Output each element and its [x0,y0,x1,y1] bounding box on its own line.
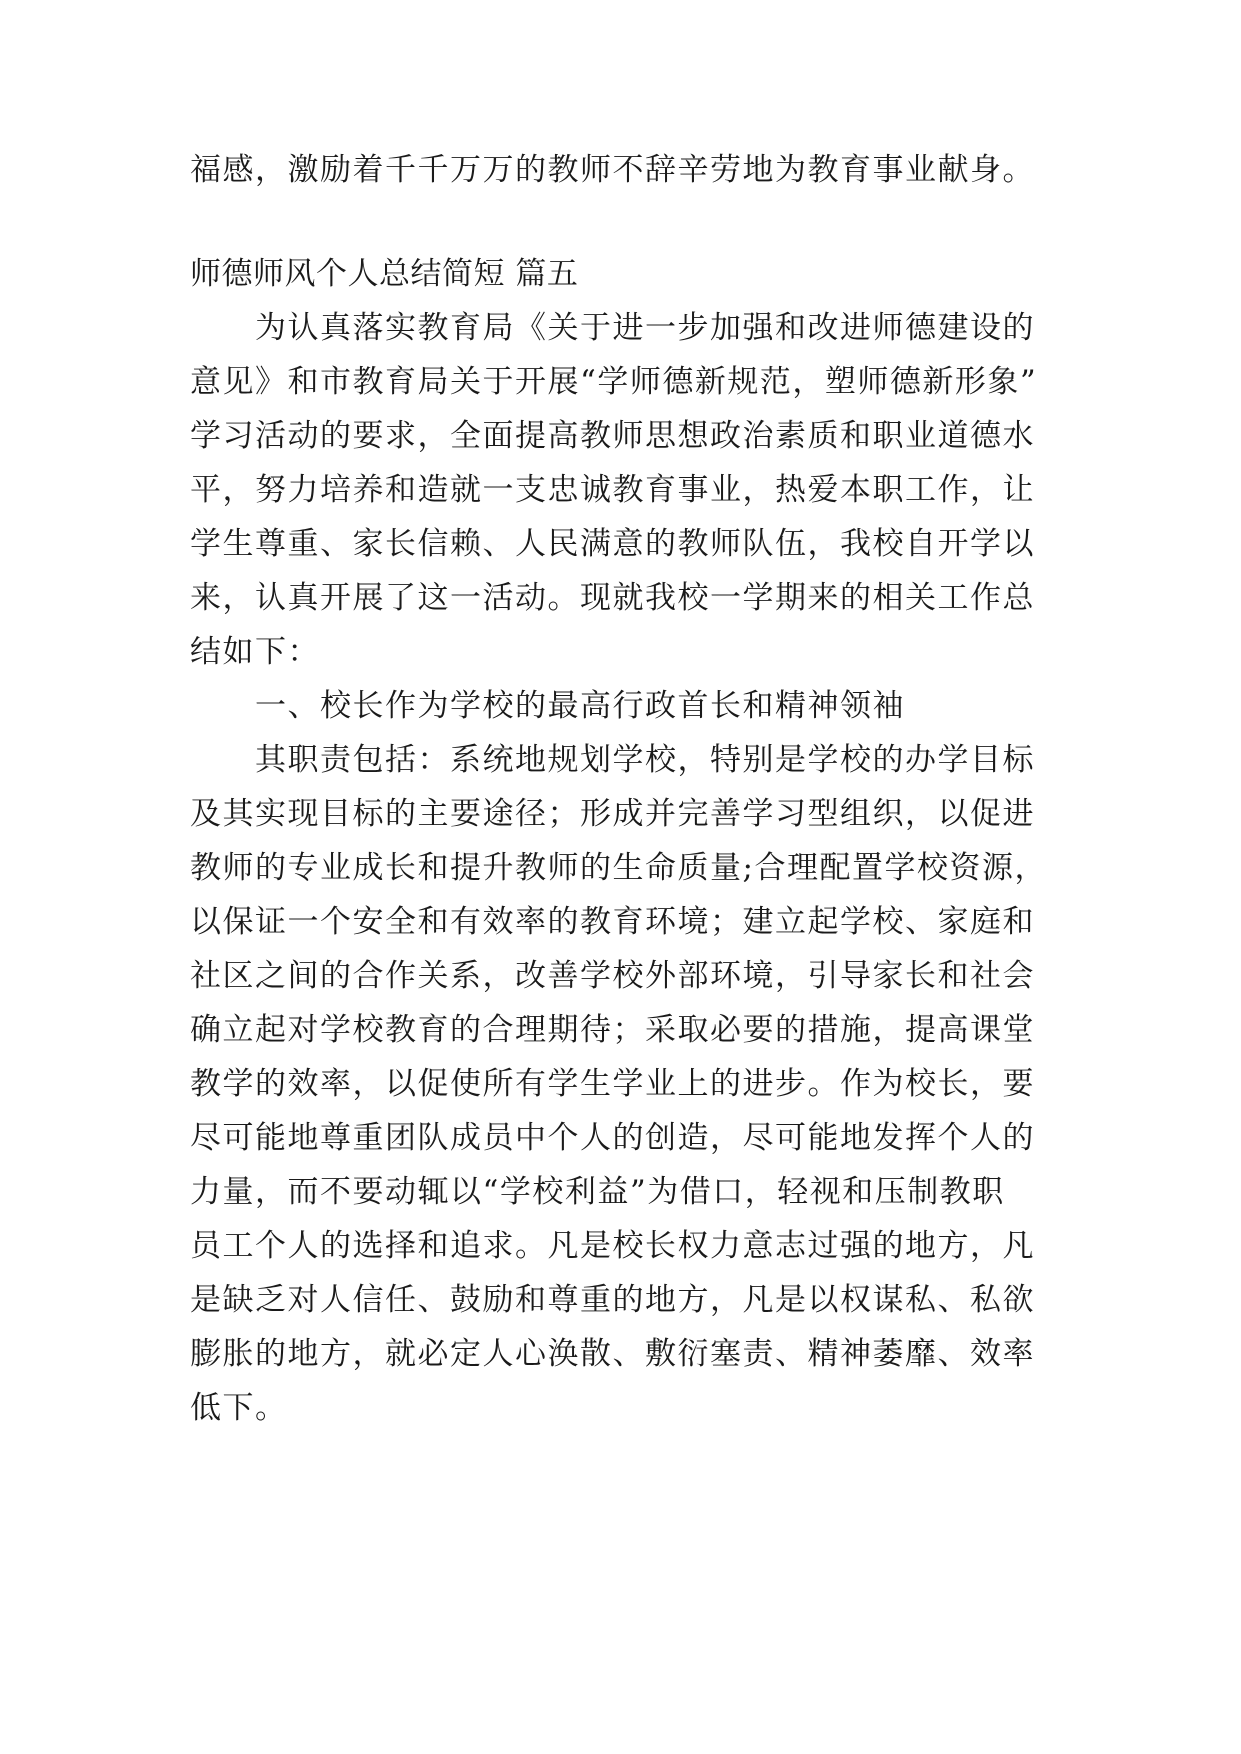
paragraph1-line: 来，认真开展了这一活动。现就我校一学期来的相关工作总 [190,580,1035,616]
paragraph2-line: 员工个人的选择和追求。凡是校长权力意志过强的地方，凡 [190,1228,1035,1264]
paragraph2-line: 尽可能地尊重团队成员中个人的创造，尽可能地发挥个人的 [190,1120,1035,1156]
paragraph1-line: 结如下： [190,634,320,670]
paragraph2-line: 确立起对学校教育的合理期待；采取必要的措施，提高课堂 [190,1012,1035,1048]
paragraph1-line: 学习活动的要求，全面提高教师思想政治素质和职业道德水 [190,418,1035,454]
section-title: 师德师风个人总结简短 篇五 [190,256,579,292]
paragraph1-line: 为认真落实教育局《关于进一步加强和改进师德建设的 [255,310,1035,346]
continuation-line: 福感，激励着千千万万的教师不辞辛劳地为教育事业献身。 [190,152,1035,188]
paragraph1-line: 学生尊重、家长信赖、人民满意的教师队伍，我校自开学以 [190,526,1035,562]
paragraph2-line: 膨胀的地方，就必定人心涣散、敷衍塞责、精神萎靡、效率 [190,1336,1035,1372]
point1-heading: 一、校长作为学校的最高行政首长和精神领袖 [255,688,905,724]
paragraph2-line: 以保证一个安全和有效率的教育环境；建立起学校、家庭和 [190,904,1035,940]
paragraph2-line: 是缺乏对人信任、鼓励和尊重的地方，凡是以权谋私、私欲 [190,1282,1035,1318]
paragraph2-line: 低下。 [190,1390,288,1426]
paragraph2-line: 力量，而不要动辄以“学校利益”为借口，轻视和压制教职 [190,1174,1005,1210]
paragraph1-line: 意见》和市教育局关于开展“学师德新规范，塑师德新形象” [190,364,1038,400]
paragraph2-line: 及其实现目标的主要途径；形成并完善学习型组织，以促进 [190,796,1035,832]
paragraph2-line: 其职责包括：系统地规划学校，特别是学校的办学目标 [255,742,1035,778]
paragraph2-line: 教师的专业成长和提升教师的生命质量;合理配置学校资源， [190,850,1047,886]
paragraph1-line: 平，努力培养和造就一支忠诚教育事业，热爱本职工作，让 [190,472,1035,508]
paragraph2-line: 社区之间的合作关系，改善学校外部环境，引导家长和社会 [190,958,1035,994]
paragraph2-line: 教学的效率，以促使所有学生学业上的进步。作为校长，要 [190,1066,1035,1102]
